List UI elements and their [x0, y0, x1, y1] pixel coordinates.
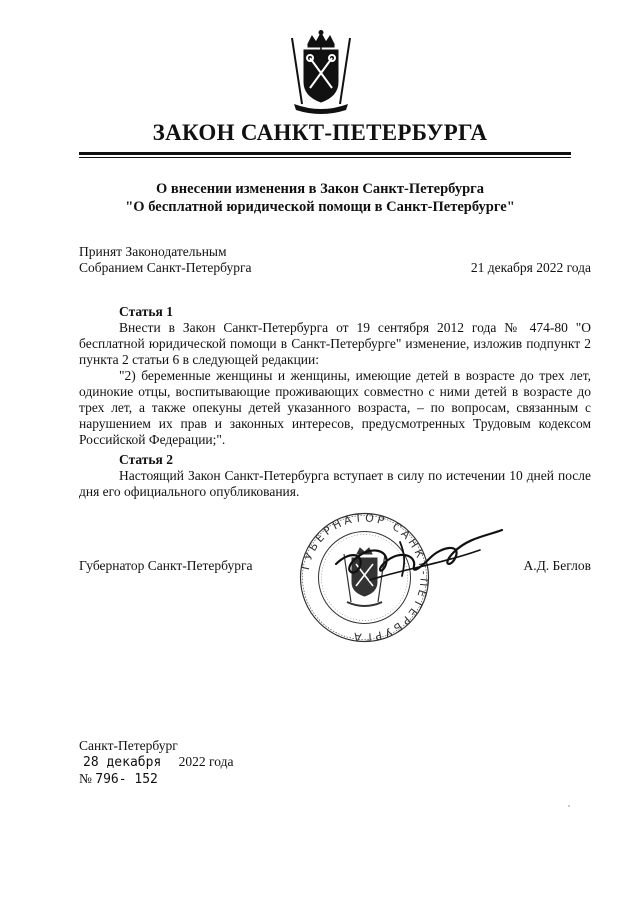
article-1-title: Статья 1 [119, 304, 173, 319]
svg-text:ГУБЕРНАТОР САНКТ-ПЕТЕРБУРГА: ГУБЕРНАТОР САНКТ-ПЕТЕРБУРГА [298, 511, 431, 644]
article-1-paragraph-2: "2) беременные женщины и женщины, имеющие детей в возрасте до трех лет, одинокие отцы, воспитывающие проживающих совместно с ними детей в возрасте до трех лет, а также опекуны детей указанного возраста, – по вопросам, связанным с нарушением их прав и законных интересов, предусмотренных Трудовым кодексом Российской Федерации;". [79, 368, 591, 447]
footer-number-value: 796- 152 [95, 772, 158, 787]
footer-number [79, 771, 233, 788]
article-1-paragraph-1: Внести в Закон Санкт-Петербурга от 19 сентября 2012 года № 474-80 "О бесплатной юридической помощи в Санкт-Петербурге" изменение, изложив подпункт 2 пункта 2 статьи 6 в следующей редакции: [79, 320, 591, 367]
coat-of-arms-emblem [286, 30, 356, 114]
subtitle-line-2: "О бесплатной юридической помощи в Санкт-Петербурге" [125, 199, 515, 215]
governor-title: Губернатор Санкт-Петербурга [79, 558, 253, 573]
article-1-body [79, 320, 591, 448]
adoption-block [79, 244, 252, 276]
scan-speck [568, 805, 570, 807]
document-title: ЗАКОН САНКТ-ПЕТЕРБУРГА [152, 120, 488, 145]
document-subtitle [0, 180, 640, 216]
adoption-date: 21 декабря 2022 года [470, 260, 591, 275]
footer-number-prefix: № [79, 771, 92, 786]
handwritten-signature [330, 520, 505, 590]
article-2-title: Статья 2 [119, 452, 173, 467]
governor-name: А.Д. Беглов [523, 558, 591, 573]
document-footer [79, 738, 233, 788]
footer-date [79, 754, 233, 771]
footer-day-month: 28 декабря [83, 755, 162, 770]
article-2-body [79, 468, 591, 500]
footer-year: 2022 года [178, 754, 234, 769]
title-rule-thick [79, 152, 571, 155]
adoption-line-1: Принят Законодательным [79, 244, 227, 259]
subtitle-line-1: О внесении изменения в Закон Санкт-Петербурга [155, 181, 484, 197]
adoption-line-2: Собранием Санкт-Петербурга [79, 260, 252, 275]
title-rule-thin [79, 157, 571, 158]
article-2-paragraph-1: Настоящий Закон Санкт-Петербурга вступает в силу по истечении 10 дней после дня его официального опубликования. [79, 468, 591, 499]
footer-city: Санкт-Петербург [79, 738, 178, 753]
